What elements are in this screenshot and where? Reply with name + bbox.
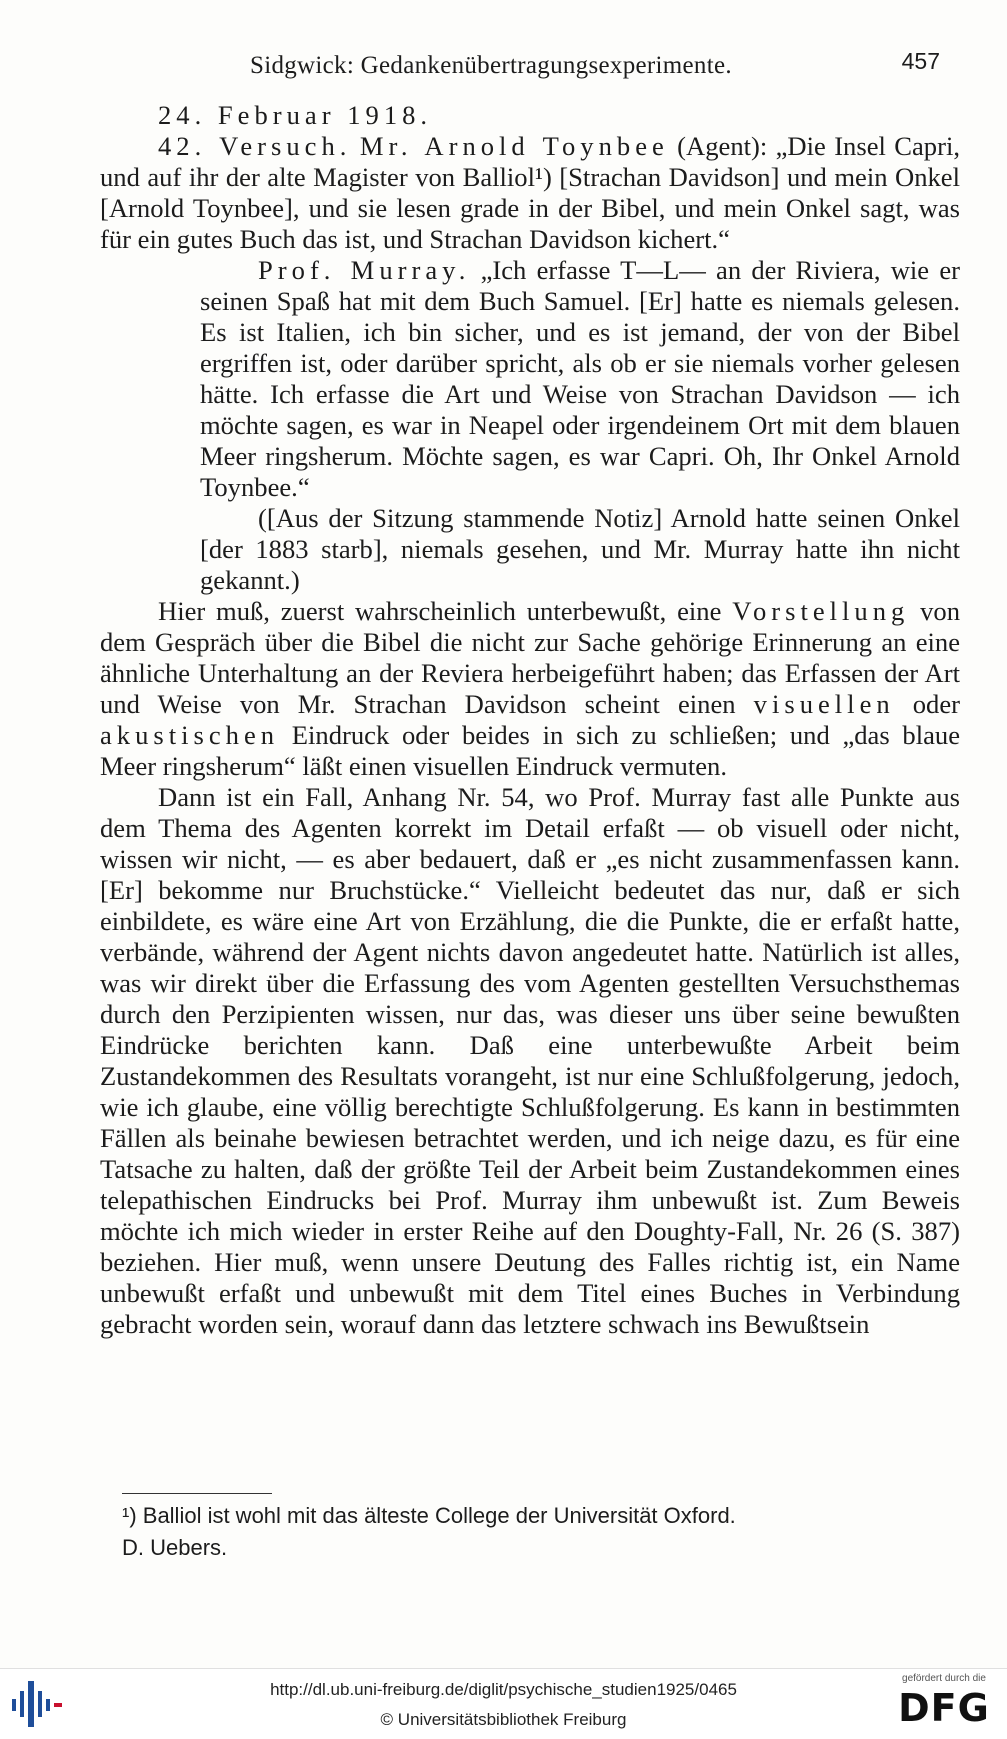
dfg-funding-note: gefördert durch die xyxy=(902,1673,986,1684)
copyright-notice: © Universitätsbibliothek Freiburg xyxy=(380,1710,627,1729)
agent-name: Mr. Arnold Toynbee xyxy=(359,131,669,161)
permalink-url[interactable]: http://dl.ub.uni-freiburg.de/diglit/psychische_studien1925/0465 xyxy=(270,1680,737,1699)
page-header xyxy=(250,46,940,86)
dfg-logo: DFG xyxy=(898,1686,990,1730)
footnote-line-2: D. Uebers. xyxy=(122,1535,228,1560)
paragraph-2: Dann ist ein Fall, Anhang Nr. 54, wo Prof. Murray fast alle Punkte aus dem Thema des Agenten korrekt im Detail erfaßt — ob visuell oder nicht, wissen wir nicht, — es aber bedauert, daß er „es nicht zusammenfassen kann. [Er] bekomme nur Bruchstücke.“ Vielleicht bedeutet das nur, daß er sich einbildete, es wäre eine Art von Erzählung, die die Punkte, die er erfaßt hatte, verbände, während der Agent nichts davon angedeutet hatte. Natürlich ist alles, was wir direkt über die Erfassung des vom Agenten gestellten Versuchsthemas durch den Perzipienten wissen, nur das, was dieser uns über seine bewußten Eindrücke berichten kann. Daß eine unterbewußte Arbeit beim Zustandekommen des Resultats vorangeht, ist nur eine Schlußfolgerung, jedoch, wie ich glaube, eine völlig berechtigte Schlußfolgerung. Es kann in bestimmten Fällen als beinahe bewiesen betrachtet werden, und ich neige dazu, es für eine Tatsache zu halten, daß der größte Teil der Arbeit beim Zustandekommen eines telepathischen Eindrucks bei Prof. Murray ihm unbewußt ist. Zum Beweis möchte ich mich wieder in erster Reihe auf den Doughty-Fall, Nr. 26 (S. 387) beziehen. Hier muß, wenn unsere Deutung des Falles richtig ist, ein Name unbewußt erfaßt und unbewußt mit dem Titel eines Buches in Verbindung gebracht worden sein, worauf dann das letztere schwach ins Bewußtsein xyxy=(100,782,960,1339)
viewer-footer xyxy=(0,1668,1007,1739)
session-note: ([Aus der Sitzung stammende Notiz] Arnold hatte seinen Onkel [der 1883 starb], niemals gesehen, und Mr. Murray hatte ihn nicht gekannt.) xyxy=(200,503,960,595)
date-line: 24. Februar 1918. xyxy=(158,100,433,130)
murray-response xyxy=(200,255,960,503)
experiment-42 xyxy=(100,131,960,255)
running-title: Sidgwick: Gedankenübertragungsexperimente. xyxy=(250,52,732,79)
body-text xyxy=(100,100,960,1340)
experiment-label: 42. Versuch. xyxy=(158,131,352,161)
dfg-logo-block xyxy=(889,1673,999,1735)
page-number: 457 xyxy=(901,48,940,74)
footnote-rule xyxy=(122,1493,272,1494)
agent-statement: (Agent): „Die Insel Capri, und auf ihr der alte Magister von Balliol¹) [Strachan Davidson] und mein Onkel [Arnold Toynbee], und sie lesen grade in der Bibel, und mein Onkel sagt, was für ein gutes Buch das ist, und Strachan Davidson kichert.“ xyxy=(100,131,960,254)
paragraph-1: Hier muß, zuerst wahrscheinlich unterbewußt, eine Vorstellung von dem Gespräch über die Bibel die nicht zur Sache gehörige Erinnerung an eine ähnliche Unterhaltung an der Reviera herbeigeführt haben; das Erfassen der Art und Weise von Mr. Strachan Davidson scheint einen visuellen oder akustischen Eindruck oder beides in sich zu schließen; und „das blaue Meer ringsherum“ läßt einen visuellen Eindruck vermuten. xyxy=(100,596,960,781)
footnote xyxy=(122,1500,972,1564)
footnote-line-1: ¹) Balliol ist wohl mit das älteste College der Universität Oxford. xyxy=(122,1503,736,1528)
percipient-label: Prof. Murray. xyxy=(258,255,471,285)
percipient-statement: „Ich erfasse T—L— an der Riviera, wie er seinen Spaß hat mit dem Buch Samuel. [Er] hatte es niemals gelesen. Es ist Italien, ich bin sicher, und es ist jemand, der von der Bibel ergriffen ist, oder darüber spricht, als ob er sie niemals vorher gelesen hätte. Ich erfasse die Art und Weise von Strachan Davidson — ich möchte sagen, es war in Neapel oder irgendeinem Ort mit dem blauen Meer ringsherum. Möchte sagen, es war Capri. Oh, Ihr Onkel Arnold Toynbee.“ xyxy=(200,255,960,502)
